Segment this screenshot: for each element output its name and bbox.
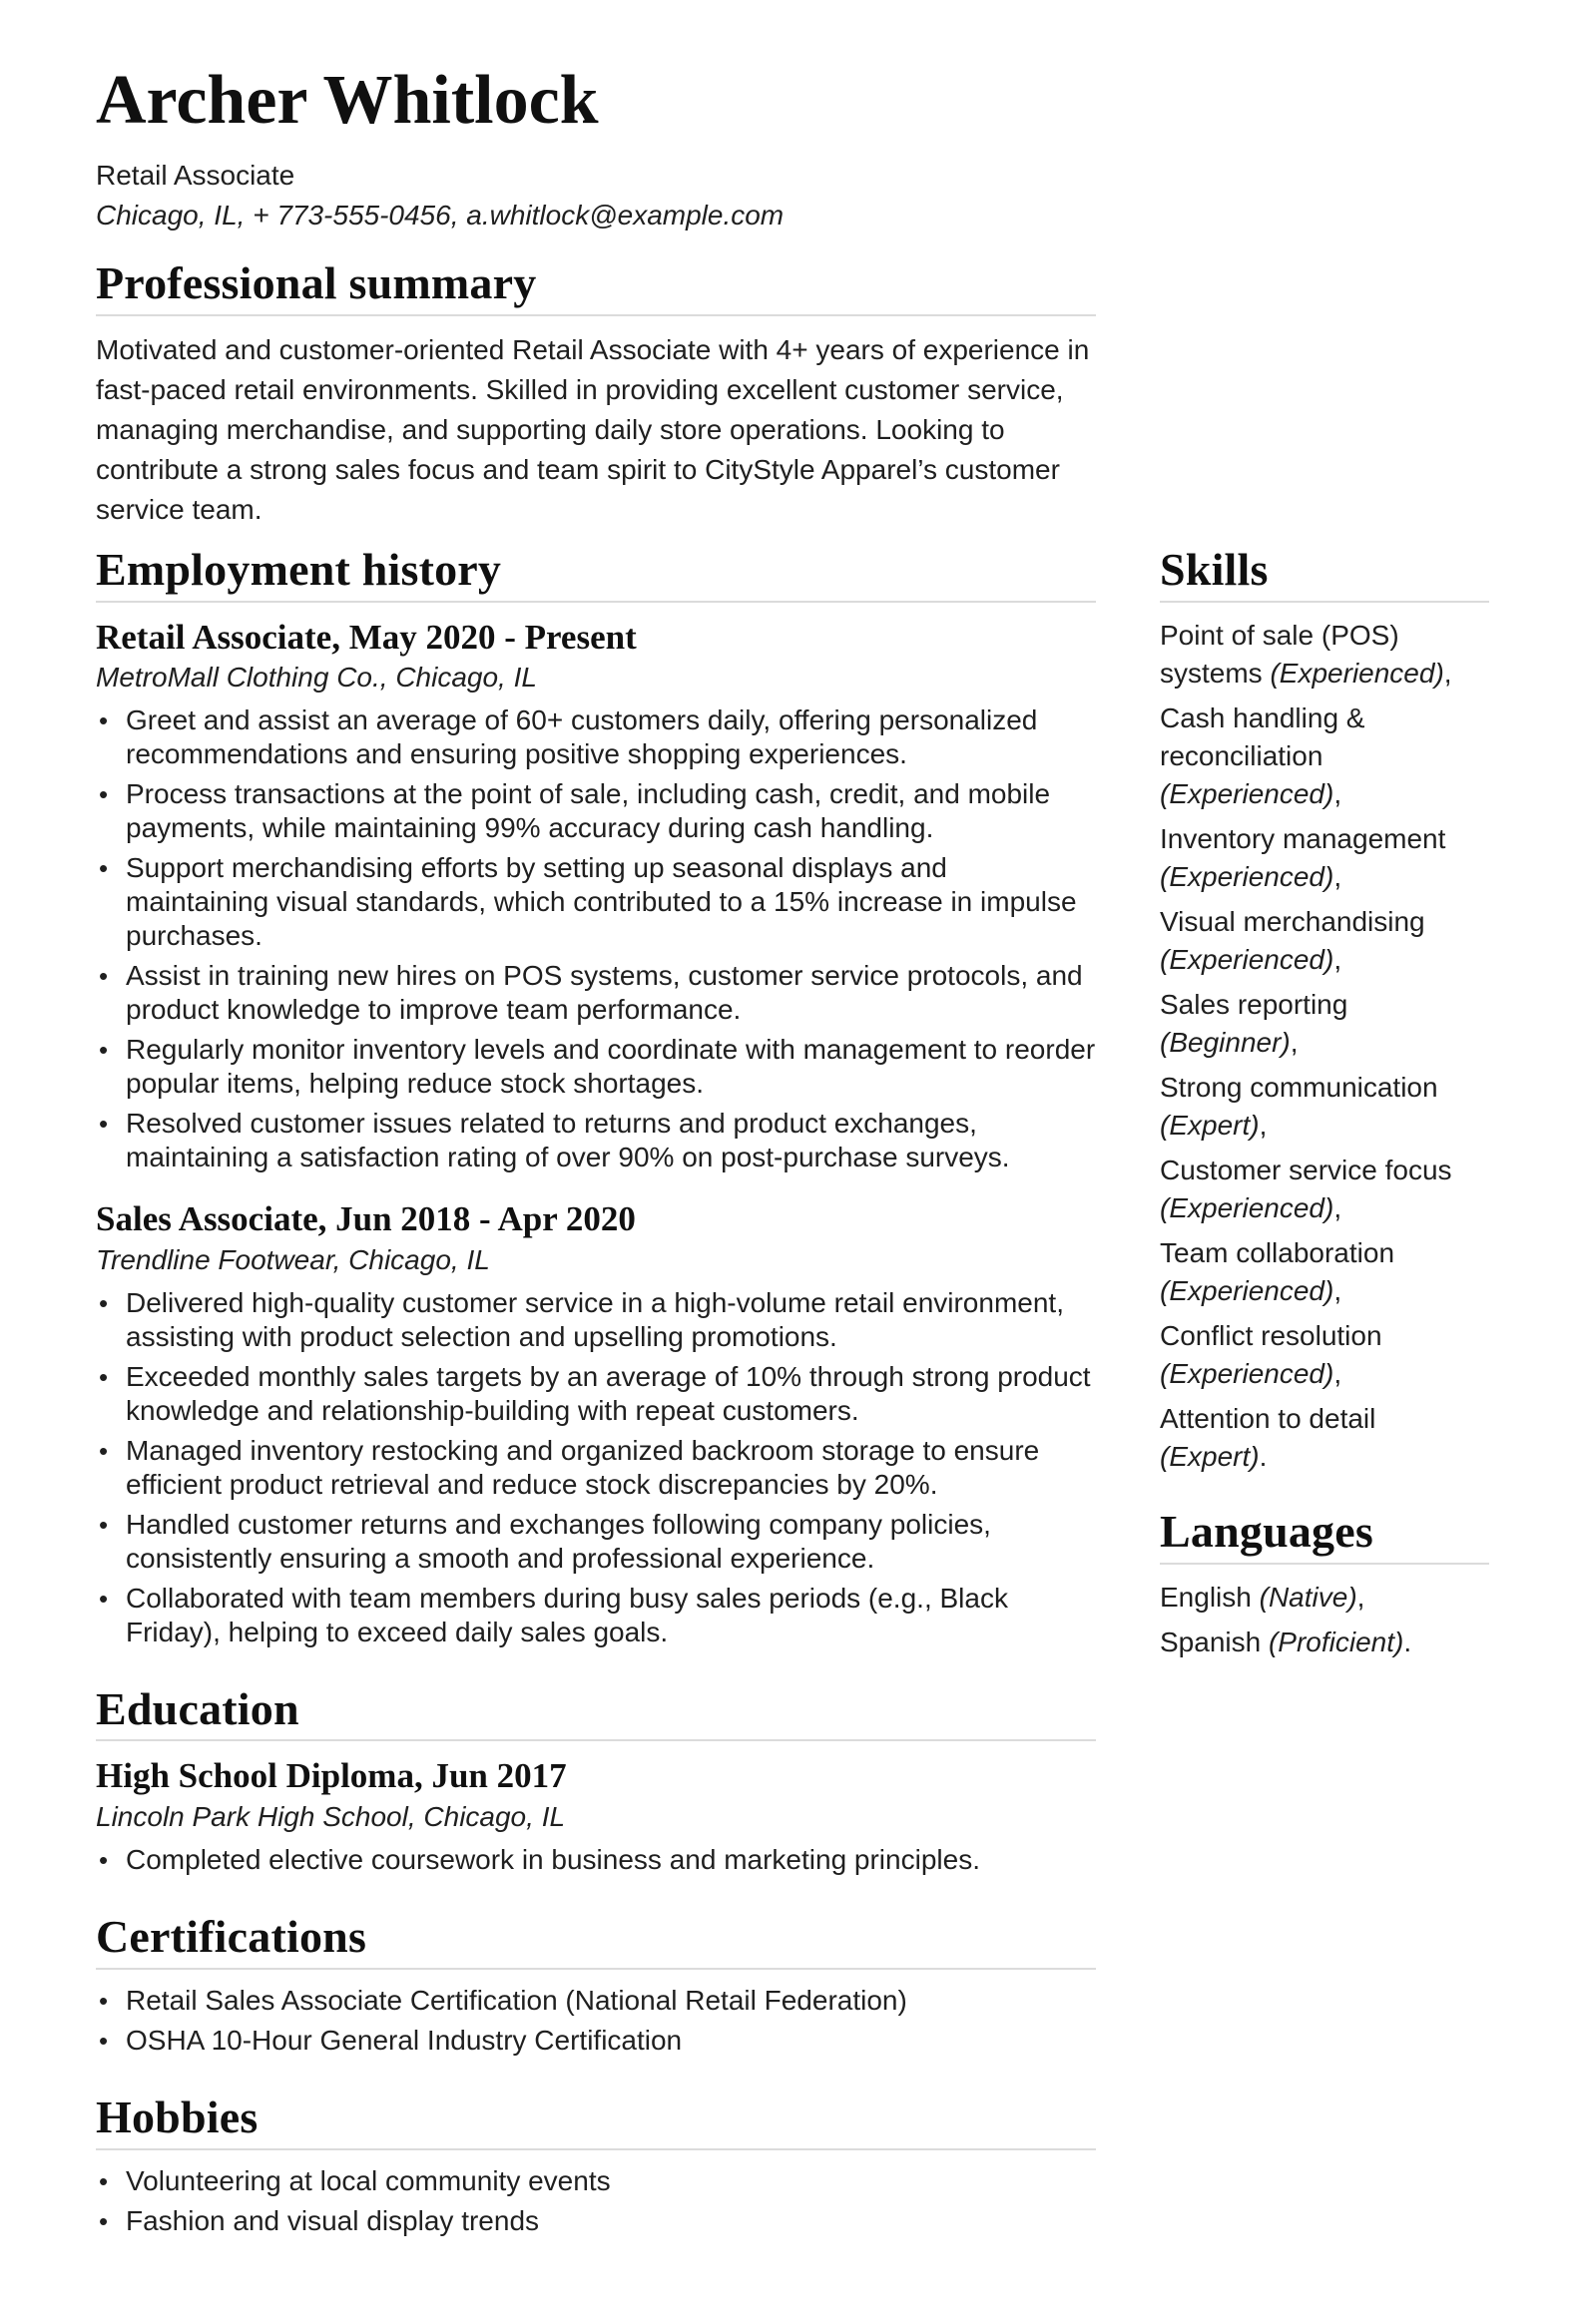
contact-line: Chicago, IL, + 773-555-0456, a.whitlock@example.com: [96, 200, 785, 232]
skill-item: [1160, 1317, 1489, 1393]
section-divider: [1160, 601, 1489, 603]
skill-name: Attention to detail: [1160, 1402, 1376, 1434]
left-column: [96, 544, 1096, 2243]
job-bullet: • Support merchandising efforts by setting up seasonal displays and maintaining visual standards, which contributed to a 15% increase in impulse purchases.: [96, 851, 1096, 953]
section-divider: [96, 601, 1096, 603]
education-bullet: • Completed elective coursework in business and marketing principles.: [96, 1843, 1096, 1877]
language-level: (Proficient): [1268, 1626, 1404, 1657]
job-bullet-list: [96, 1286, 1096, 1649]
employment-section: [96, 544, 1096, 1648]
skill-item: [1160, 1234, 1489, 1310]
section-divider: [1160, 1563, 1489, 1565]
employment-heading: Employment history: [96, 544, 502, 596]
skill-item: [1160, 699, 1489, 813]
skill-name: Inventory management: [1160, 822, 1446, 854]
resume-header: [96, 64, 1096, 530]
skill-item: [1160, 617, 1489, 693]
skill-level: (Beginner): [1160, 1026, 1291, 1058]
job-entry: [96, 617, 1096, 1174]
certifications-list: [96, 1984, 1096, 2058]
section-divider: [96, 1739, 1096, 1741]
skill-level: (Experienced): [1160, 777, 1334, 809]
skill-separator: ,: [1259, 1109, 1268, 1141]
job-entry: [96, 1198, 1096, 1648]
section-divider: [96, 1968, 1096, 1970]
language-item: [1160, 1579, 1489, 1617]
candidate-name: Archer Whitlock: [96, 62, 599, 139]
right-column: [1160, 544, 1489, 1668]
skill-level: (Experienced): [1160, 1191, 1334, 1223]
education-heading: Education: [96, 1682, 299, 1734]
skill-item: [1160, 1069, 1489, 1145]
skill-level: (Experienced): [1160, 1357, 1334, 1389]
job-bullet: • Assist in training new hires on POS systems, customer service protocols, and product knowledge to improve team performance.: [96, 959, 1096, 1027]
skill-name: Team collaboration: [1160, 1236, 1395, 1268]
education-section: [96, 1683, 1096, 1877]
skill-item: [1160, 903, 1489, 979]
job-bullet: • Managed inventory restocking and organized backroom storage to ensure efficient product retrieval and reduce stock discrepancies by 20%.: [96, 1434, 1096, 1502]
section-divider: [96, 314, 1096, 316]
education-entry: [96, 1755, 1096, 1876]
skill-level: (Expert): [1160, 1109, 1260, 1141]
language-name: Spanish: [1160, 1626, 1262, 1657]
skill-name: Sales reporting: [1160, 988, 1348, 1020]
skill-name: Visual merchandising: [1160, 905, 1425, 937]
language-item: [1160, 1624, 1489, 1661]
skill-item: [1160, 820, 1489, 896]
job-bullet: • Regularly monitor inventory levels and coordinate with management to reorder popular items, helping reduce stock shortages.: [96, 1033, 1096, 1101]
job-bullet-list: [96, 703, 1096, 1174]
language-separator: .: [1403, 1626, 1412, 1657]
job-company: Trendline Footwear, Chicago, IL: [96, 1243, 490, 1275]
skills-section: [1160, 544, 1489, 1476]
job-bullet: • Handled customer returns and exchanges following company policies, consistently ensuring a smooth and professional experience.: [96, 1508, 1096, 1576]
skill-name: Cash handling & reconciliation: [1160, 701, 1365, 771]
job-bullet: • Process transactions at the point of sale, including cash, credit, and mobile payments, while maintaining 99% accuracy during cash handling.: [96, 777, 1096, 845]
skill-separator: ,: [1333, 1274, 1342, 1306]
hobbies-list: [96, 2164, 1096, 2238]
summary-heading: Professional summary: [96, 257, 537, 309]
skill-level: (Experienced): [1160, 860, 1334, 892]
skill-separator: ,: [1333, 1357, 1342, 1389]
skills-heading: Skills: [1160, 544, 1269, 596]
skill-item: [1160, 986, 1489, 1062]
skill-separator: ,: [1333, 1191, 1342, 1223]
skill-separator: ,: [1333, 777, 1342, 809]
hobby-item: • Fashion and visual display trends: [96, 2204, 1096, 2238]
job-title: Retail Associate, May 2020 - Present: [96, 617, 637, 657]
skill-separator: ,: [1333, 860, 1342, 892]
certification-item: • Retail Sales Associate Certification (National Retail Federation): [96, 1984, 1096, 2018]
job-bullet: • Resolved customer issues related to returns and product exchanges, maintaining a satisfaction rating of over 90% on post-purchase surveys.: [96, 1107, 1096, 1174]
skill-separator: ,: [1333, 943, 1342, 975]
certifications-section: [96, 1911, 1096, 2058]
skill-level: (Experienced): [1160, 1274, 1334, 1306]
hobbies-section: [96, 2092, 1096, 2238]
job-bullet: • Greet and assist an average of 60+ customers daily, offering personalized recommendations and ensuring positive shopping experiences.: [96, 703, 1096, 771]
skill-name: Strong communication: [1160, 1071, 1438, 1103]
certification-item: • OSHA 10-Hour General Industry Certification: [96, 2024, 1096, 2058]
summary-text: Motivated and customer-oriented Retail Associate with 4+ years of experience in fast-paced retail environments. Skilled in providing excellent customer service, managing merchandise, and supporting daily store operations. Looking to contribute a strong sales focus and team spirit to CityStyle Apparel’s customer service team.: [96, 334, 1090, 526]
hobby-item: • Volunteering at local community events: [96, 2164, 1096, 2198]
summary-section: [96, 257, 1096, 530]
skill-separator: ,: [1290, 1026, 1299, 1058]
languages-section: [1160, 1506, 1489, 1661]
skill-item: [1160, 1152, 1489, 1227]
two-column-area: [96, 544, 1489, 2243]
job-bullet: • Exceeded monthly sales targets by an average of 10% through strong product knowledge and relationship-building with repeat customers.: [96, 1360, 1096, 1428]
education-school: Lincoln Park High School, Chicago, IL: [96, 1800, 566, 1832]
languages-heading: Languages: [1160, 1505, 1373, 1557]
job-bullet: • Collaborated with team members during busy sales periods (e.g., Black Friday), helping to exceed daily sales goals.: [96, 1582, 1096, 1649]
language-name: English: [1160, 1581, 1252, 1613]
job-title: Sales Associate, Jun 2018 - Apr 2020: [96, 1199, 636, 1239]
certifications-heading: Certifications: [96, 1910, 367, 1962]
skill-separator: ,: [1443, 657, 1452, 689]
education-bullet-list: [96, 1843, 1096, 1877]
skill-item: [1160, 1400, 1489, 1476]
education-degree: High School Diploma, Jun 2017: [96, 1756, 567, 1796]
section-divider: [96, 2148, 1096, 2150]
job-bullet: • Delivered high-quality customer service in a high-volume retail environment, assisting with product selection and upselling promotions.: [96, 1286, 1096, 1354]
language-level: (Native): [1259, 1581, 1357, 1613]
skill-level: (Expert): [1160, 1440, 1260, 1472]
job-company: MetroMall Clothing Co., Chicago, IL: [96, 662, 537, 694]
skill-level: (Experienced): [1160, 943, 1334, 975]
skill-name: Customer service focus: [1160, 1154, 1452, 1185]
skill-name: Point of sale (POS) systems: [1160, 619, 1399, 689]
skill-level: (Experienced): [1270, 657, 1444, 689]
hobbies-heading: Hobbies: [96, 2091, 259, 2142]
candidate-job-title: Retail Associate: [96, 160, 295, 192]
skill-name: Conflict resolution: [1160, 1319, 1382, 1351]
skill-separator: .: [1259, 1440, 1268, 1472]
language-separator: ,: [1356, 1581, 1365, 1613]
